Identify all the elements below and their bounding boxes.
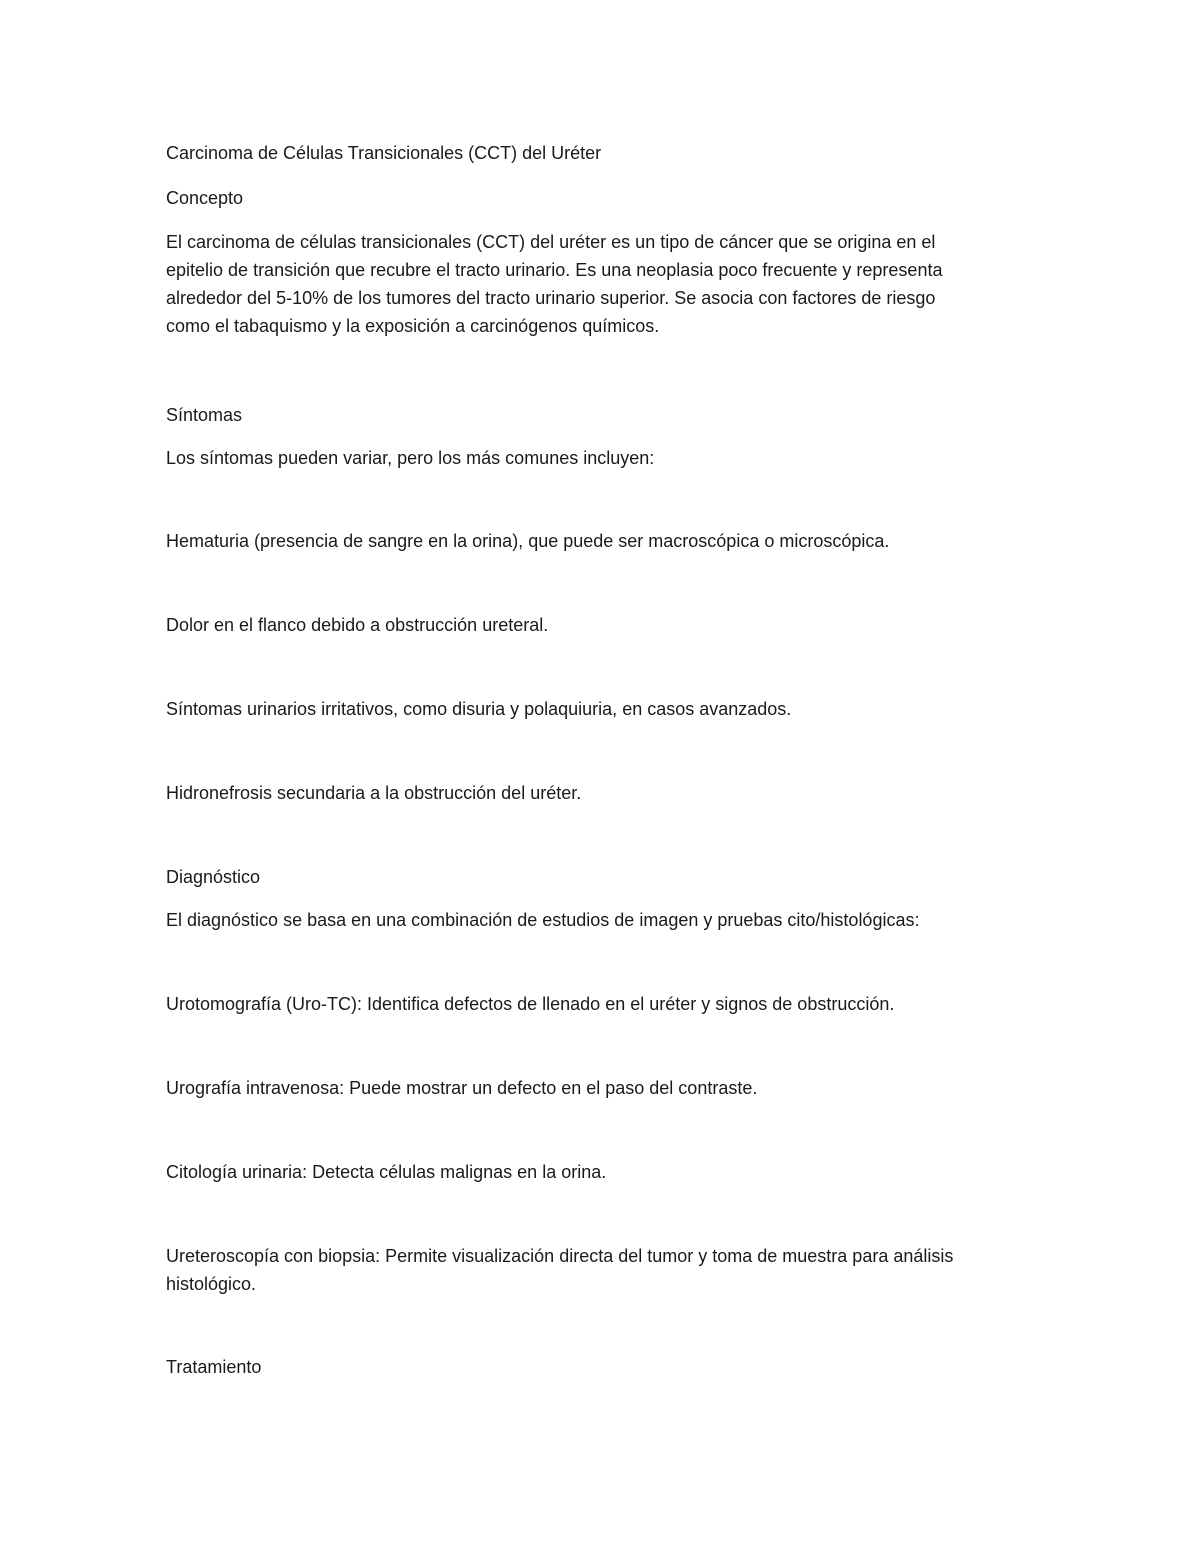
sintomas-intro: Los síntomas pueden variar, pero los más comunes incluyen: <box>166 448 655 468</box>
concepto-paragraph-line: epitelio de transición que recubre el tracto urinario. Es una neoplasia poco frecuente y representa <box>166 260 943 280</box>
concepto-paragraph-line: alrededor del 5-10% de los tumores del tracto urinario superior. Se asocia con factores de riesgo <box>166 288 936 308</box>
concepto-paragraph-line: como el tabaquismo y la exposición a carcinógenos químicos. <box>166 316 660 336</box>
diagnostico-item: Urografía intravenosa: Puede mostrar un defecto en el paso del contraste. <box>166 1078 758 1098</box>
sintomas-item: Dolor en el flanco debido a obstrucción ureteral. <box>166 615 549 635</box>
diagnostico-intro: El diagnóstico se basa en una combinación de estudios de imagen y pruebas cito/histológicas: <box>166 910 920 930</box>
diagnostico-item-continuation: histológico. <box>166 1274 257 1294</box>
concepto-paragraph-line: El carcinoma de células transicionales (CCT) del uréter es un tipo de cáncer que se origina en el <box>166 232 936 252</box>
diagnostico-item: Ureteroscopía con biopsia: Permite visualización directa del tumor y toma de muestra para análisis <box>166 1246 954 1266</box>
section-heading-concepto: Concepto <box>166 188 244 208</box>
sintomas-item: Hematuria (presencia de sangre en la orina), que puede ser macroscópica o microscópica. <box>166 531 890 551</box>
section-heading-sintomas: Síntomas <box>166 405 243 425</box>
sintomas-item: Hidronefrosis secundaria a la obstrucción del uréter. <box>166 783 582 803</box>
section-heading-diagnostico: Diagnóstico <box>166 867 261 887</box>
section-heading-tratamiento: Tratamiento <box>166 1357 262 1377</box>
diagnostico-item: Urotomografía (Uro-TC): Identifica defectos de llenado en el uréter y signos de obstrucción. <box>166 994 895 1014</box>
sintomas-item: Síntomas urinarios irritativos, como disuria y polaquiuria, en casos avanzados. <box>166 699 792 719</box>
document-title: Carcinoma de Células Transicionales (CCT) del Uréter <box>166 143 602 163</box>
diagnostico-item: Citología urinaria: Detecta células malignas en la orina. <box>166 1162 607 1182</box>
